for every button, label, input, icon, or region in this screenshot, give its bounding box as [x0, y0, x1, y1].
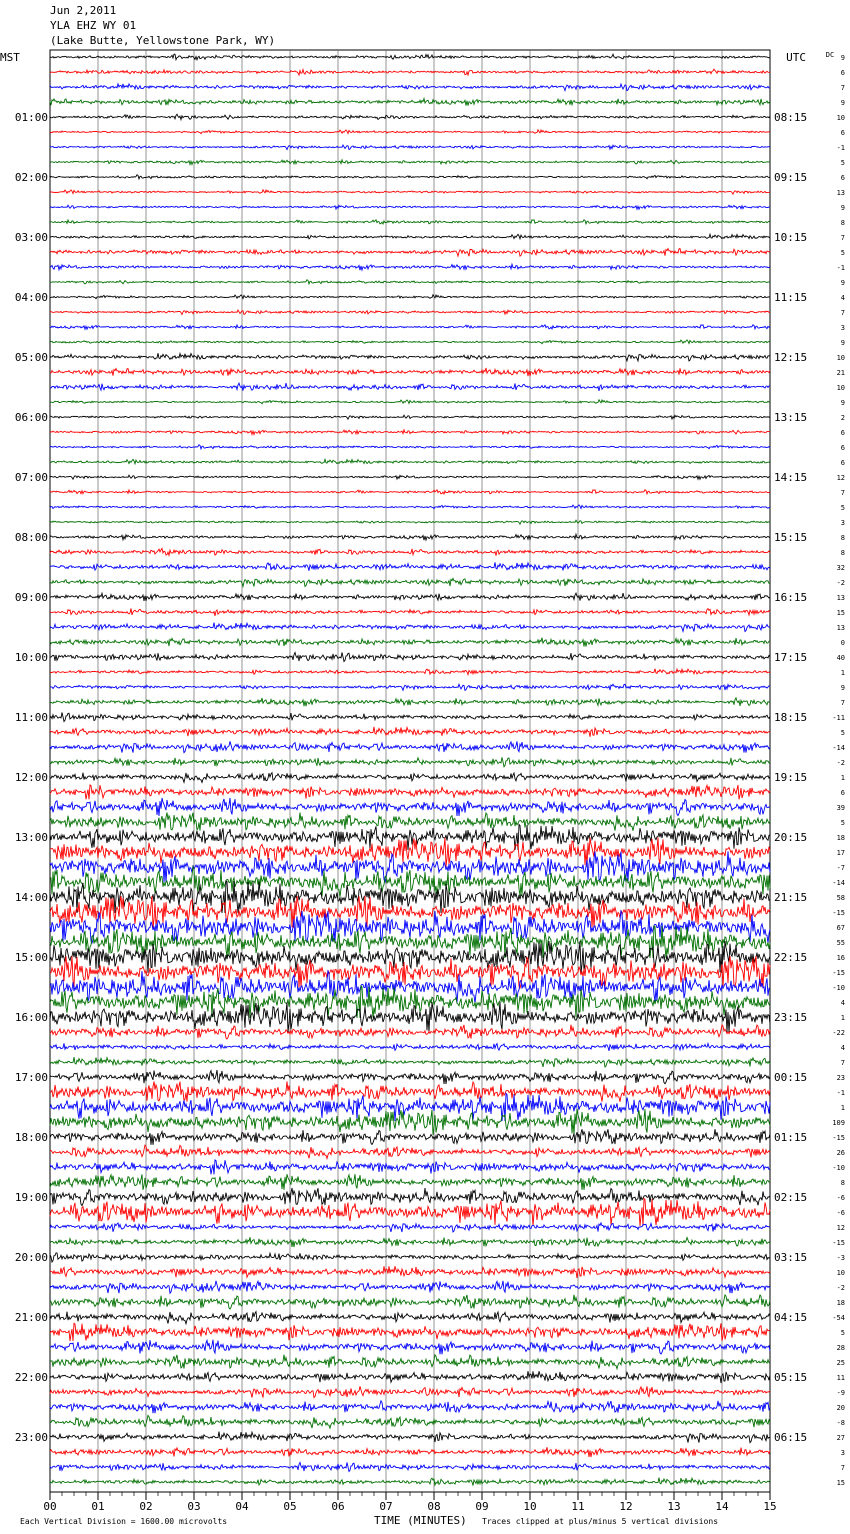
dc-offset-value: 9	[840, 684, 845, 692]
dc-offset-value: -1	[836, 144, 845, 152]
trace-row	[50, 548, 770, 555]
trace-row	[50, 638, 770, 647]
trace-row	[50, 1463, 770, 1472]
dc-offset-value: 13	[836, 594, 845, 602]
mst-hour-label: 05:00	[14, 351, 48, 364]
dc-offset-value: -10	[832, 1164, 845, 1172]
trace-row	[50, 1432, 770, 1443]
x-tick-label: 05	[283, 1500, 297, 1513]
dc-offset-value: 7	[840, 309, 845, 317]
trace-row	[50, 234, 770, 239]
dc-offset-value: 12	[836, 1224, 845, 1232]
x-tick-label: 01	[91, 1500, 105, 1513]
dc-offset-value: 4	[840, 999, 845, 1007]
dc-offset-value: 3	[840, 1449, 845, 1457]
trace-row	[50, 190, 770, 194]
utc-hour-label: 15:15	[774, 531, 808, 544]
dc-offset-value: 10	[836, 114, 845, 122]
dc-offset-value: 1	[840, 774, 845, 782]
dc-offset-value: 11	[836, 1374, 845, 1382]
utc-hour-label: 17:15	[774, 651, 808, 664]
dc-offset-value: 10	[836, 1269, 845, 1277]
utc-hour-label: 08:15	[774, 111, 808, 124]
dc-offset-value: 8	[840, 534, 845, 542]
dc-offset-value: 6	[840, 444, 845, 452]
trace-row	[50, 1237, 770, 1247]
trace-row	[50, 593, 770, 601]
dc-offset-value: 7	[840, 84, 845, 92]
trace-row	[50, 99, 770, 106]
x-tick-label: 04	[235, 1500, 249, 1513]
dc-offset-value: 10	[836, 384, 845, 392]
dc-offset-value: 6	[840, 174, 845, 182]
trace-row	[50, 773, 770, 783]
utc-hour-label: 16:15	[774, 591, 808, 604]
trace-row	[50, 400, 770, 404]
dc-offset-value: 28	[836, 1344, 845, 1352]
trace-row	[50, 986, 770, 1018]
trace-row	[50, 1386, 770, 1397]
dc-offset-value: 1	[840, 1104, 845, 1112]
trace-row	[50, 1340, 770, 1355]
trace-row	[50, 54, 770, 60]
mst-hour-label: 20:00	[14, 1251, 48, 1264]
dc-offset-value: -15	[832, 969, 845, 977]
trace-row	[50, 1057, 770, 1067]
trace-row	[50, 1371, 770, 1383]
dc-offset-value: -6	[836, 1194, 845, 1202]
x-tick-label: 08	[427, 1500, 441, 1513]
dc-offset-value: 58	[836, 894, 845, 902]
mst-hour-label: 07:00	[14, 471, 48, 484]
mst-hour-label: 15:00	[14, 951, 48, 964]
utc-hour-label: 01:15	[774, 1131, 808, 1144]
dc-offset-value: 9	[840, 204, 845, 212]
dc-offset-value: -2	[836, 579, 845, 587]
dc-offset-value: 7	[840, 489, 845, 497]
dc-offset-value: 4	[840, 1044, 845, 1052]
trace-row	[50, 145, 770, 150]
x-tick-label: 12	[619, 1500, 633, 1513]
mst-hour-label: 01:00	[14, 111, 48, 124]
trace-row	[50, 1478, 770, 1486]
dc-offset-value: -15	[832, 1134, 845, 1142]
seismic-traces	[50, 54, 770, 1485]
dc-offset-value: -22	[832, 1029, 845, 1037]
dc-offset-value: 9	[840, 339, 845, 347]
right-axis-label: UTC	[786, 51, 806, 64]
utc-hour-label: 02:15	[774, 1191, 808, 1204]
dc-offset-value: 6	[840, 789, 845, 797]
x-tick-label: 07	[379, 1500, 393, 1513]
trace-row	[50, 1070, 770, 1084]
dc-offset-value: -9	[836, 1389, 845, 1397]
utc-hour-label: 00:15	[774, 1071, 808, 1084]
trace-row	[50, 837, 770, 866]
trace-row	[50, 623, 770, 632]
trace-row	[50, 175, 770, 179]
trace-row	[50, 1145, 770, 1158]
trace-row	[50, 1129, 770, 1145]
dc-offset-value: -54	[832, 1314, 845, 1322]
trace-row	[50, 1223, 770, 1232]
utc-hour-label: 03:15	[774, 1251, 808, 1264]
dc-offset-value: 5	[840, 159, 845, 167]
trace-row	[50, 1401, 770, 1413]
dc-offset-value: 5	[840, 729, 845, 737]
x-tick-label: 13	[667, 1500, 681, 1513]
dc-offset-value: 1	[840, 669, 845, 677]
dc-offset-value: 20	[836, 1404, 845, 1412]
trace-row	[50, 325, 770, 329]
utc-hour-label: 05:15	[774, 1371, 808, 1384]
trace-row	[50, 1295, 770, 1309]
dc-offset-value: -1	[836, 1089, 845, 1097]
trace-row	[50, 295, 770, 299]
mst-hour-label: 09:00	[14, 591, 48, 604]
dc-offset-value: 1	[840, 1014, 845, 1022]
dc-offset-value: 39	[836, 804, 845, 812]
dc-offset-value: 9	[840, 54, 845, 62]
dc-offset-value: 32	[836, 564, 845, 572]
trace-row	[50, 505, 770, 509]
trace-row	[50, 310, 770, 315]
trace-row	[50, 1043, 770, 1051]
trace-row	[50, 264, 770, 270]
trace-row	[50, 114, 770, 119]
utc-hour-label: 21:15	[774, 891, 808, 904]
dc-offset-value: 23	[836, 1074, 845, 1082]
dc-offset-value: 7	[840, 1464, 845, 1472]
trace-row	[50, 84, 770, 91]
dc-offset-value: 16	[836, 954, 845, 962]
dc-offset-value: 7	[840, 234, 845, 242]
trace-row	[50, 1174, 770, 1190]
trace-row	[50, 578, 770, 586]
dc-offset-value: -1	[836, 264, 845, 272]
utc-hour-label: 06:15	[774, 1431, 808, 1444]
mst-hour-label: 11:00	[14, 711, 48, 724]
dc-offset-value: -14	[832, 879, 845, 887]
dc-offset-value: 18	[836, 1299, 845, 1307]
dc-offset-value: 55	[836, 939, 845, 947]
utc-hour-label: 12:15	[774, 351, 808, 364]
trace-row	[50, 368, 770, 376]
dc-offset-value: -2	[836, 1284, 845, 1292]
dc-offset-value: 2	[840, 414, 845, 422]
dc-offset-value: 27	[836, 1434, 845, 1442]
trace-row	[50, 1312, 770, 1324]
dc-offset-value: 7	[840, 1059, 845, 1067]
dc-offset-value: -14	[832, 744, 845, 752]
dc-offset-value: 13	[836, 624, 845, 632]
trace-row	[50, 220, 770, 224]
mst-hour-label: 18:00	[14, 1131, 48, 1144]
dc-offset-value: 6	[840, 69, 845, 77]
trace-row	[50, 562, 770, 570]
dc-offset-value: 8	[840, 219, 845, 227]
trace-row	[50, 445, 770, 449]
mst-hour-label: 13:00	[14, 831, 48, 844]
x-tick-label: 10	[523, 1500, 537, 1513]
utc-hour-label: 13:15	[774, 411, 808, 424]
dc-offset-value: 9	[840, 99, 845, 107]
dc-offset-value: -15	[832, 909, 845, 917]
x-tick-label: 06	[331, 1500, 345, 1513]
dc-offset-value: 15	[836, 609, 845, 617]
dc-offset-value: 4	[840, 294, 845, 302]
mst-hour-label: 02:00	[14, 171, 48, 184]
trace-row	[50, 1281, 770, 1293]
trace-row	[50, 757, 770, 767]
dc-offset-value: 7	[840, 699, 845, 707]
dc-offset-value: 15	[836, 1479, 845, 1487]
dc-offset-value: -11	[832, 714, 845, 722]
trace-row	[50, 713, 770, 722]
dc-offset-value: -2	[836, 759, 845, 767]
trace-row	[50, 69, 770, 75]
mst-hour-label: 04:00	[14, 291, 48, 304]
trace-row	[50, 130, 770, 134]
trace-row	[50, 1355, 770, 1369]
trace-row	[50, 353, 770, 361]
dc-offset-value: 17	[836, 849, 845, 857]
trace-row	[50, 383, 770, 391]
mst-hour-label: 19:00	[14, 1191, 48, 1204]
dc-offset-value: 6	[840, 129, 845, 137]
trace-row	[50, 475, 770, 479]
dc-offset-value: 5	[840, 1329, 845, 1337]
trace-row	[50, 684, 770, 690]
x-tick-label: 11	[571, 1500, 585, 1513]
trace-row	[50, 205, 770, 209]
trace-row	[50, 785, 770, 799]
trace-row	[50, 490, 770, 494]
x-tick-label: 15	[763, 1500, 777, 1513]
utc-hour-label: 19:15	[774, 771, 808, 784]
dc-offset-value: -10	[832, 984, 845, 992]
mst-hour-label: 17:00	[14, 1071, 48, 1084]
chart-date: Jun 2,2011	[50, 4, 117, 17]
trace-row	[50, 1188, 770, 1206]
station-code: YLA EHZ WY 01	[50, 19, 137, 32]
x-tick-label: 09	[475, 1500, 489, 1513]
mst-hour-label: 08:00	[14, 531, 48, 544]
mst-hour-label: 06:00	[14, 411, 48, 424]
dc-offset-value: 67	[836, 924, 845, 932]
trace-row	[50, 249, 770, 257]
dc-offset-value: -15	[832, 1239, 845, 1247]
x-tick-label: 14	[715, 1500, 729, 1513]
dc-offset-value: 26	[836, 1149, 845, 1157]
utc-hour-label: 11:15	[774, 291, 808, 304]
trace-row	[50, 534, 770, 540]
trace-row	[50, 280, 770, 284]
trace-row	[50, 1081, 770, 1101]
trace-row	[50, 727, 770, 737]
trace-row	[50, 1160, 770, 1174]
left-axis-label: MST	[0, 51, 20, 64]
dc-offset-value: 0	[840, 639, 845, 647]
trace-row	[50, 609, 770, 616]
dc-offset-value: 5	[840, 249, 845, 257]
footer-clip-note: Traces clipped at plus/minus 5 vertical divisions	[482, 1517, 719, 1526]
trace-row	[50, 520, 770, 524]
dc-offset-value: -6	[836, 1209, 845, 1217]
dc-offset-value: 109	[832, 1119, 845, 1127]
trace-row	[50, 1266, 770, 1278]
footer-scale-note: Each Vertical Division = 1600.00 microvolts	[20, 1517, 228, 1526]
trace-row	[50, 340, 770, 344]
x-tick-label: 02	[139, 1500, 153, 1513]
mst-hour-label: 16:00	[14, 1011, 48, 1024]
trace-row	[50, 160, 770, 165]
utc-hour-label: 14:15	[774, 471, 808, 484]
trace-row	[50, 1025, 770, 1039]
trace-row	[50, 1447, 770, 1457]
trace-row	[50, 1253, 770, 1262]
trace-row	[50, 669, 770, 675]
trace-row	[50, 941, 770, 973]
x-tick-label: 00	[43, 1500, 57, 1513]
dc-offset-value: -7	[836, 864, 845, 872]
trace-row	[50, 653, 770, 662]
trace-row	[50, 926, 770, 958]
dc-offset-value: 9	[840, 279, 845, 287]
mst-hour-label: 03:00	[14, 231, 48, 244]
utc-hour-label: 18:15	[774, 711, 808, 724]
dc-label: DC	[825, 51, 835, 59]
dc-offset-value: 3	[840, 324, 845, 332]
trace-row	[50, 430, 770, 435]
dc-offset-value: 25	[836, 1359, 845, 1367]
dc-offset-value: -3	[836, 1254, 845, 1262]
dc-offset-value: 6	[840, 459, 845, 467]
dc-offset-value: 9	[840, 399, 845, 407]
dc-offset-value: 3	[840, 519, 845, 527]
utc-hour-label: 09:15	[774, 171, 808, 184]
dc-offset-value: 5	[840, 819, 845, 827]
utc-hour-label: 04:15	[774, 1311, 808, 1324]
trace-row	[50, 1323, 770, 1341]
dc-offset-value: 8	[840, 1179, 845, 1187]
dc-offset-value: -8	[836, 1419, 845, 1427]
mst-hour-label: 22:00	[14, 1371, 48, 1384]
utc-hour-label: 22:15	[774, 951, 808, 964]
trace-row	[50, 741, 770, 752]
trace-row	[50, 415, 770, 419]
trace-row	[50, 698, 770, 706]
dc-offset-value: 21	[836, 369, 845, 377]
mst-hour-label: 12:00	[14, 771, 48, 784]
station-location: (Lake Butte, Yellowstone Park, WY)	[50, 34, 276, 47]
trace-row	[50, 1415, 770, 1428]
mst-hour-label: 10:00	[14, 651, 48, 664]
x-axis-label: TIME (MINUTES)	[374, 1514, 467, 1527]
dc-offset-value: 5	[840, 504, 845, 512]
dc-offset-value: 10	[836, 354, 845, 362]
utc-hour-label: 10:15	[774, 231, 808, 244]
trace-row	[50, 459, 770, 464]
dc-offset-value: 8	[840, 549, 845, 557]
trace-row	[50, 1109, 770, 1135]
dc-offset-value: 6	[840, 429, 845, 437]
trace-row	[50, 798, 770, 816]
mst-hour-label: 23:00	[14, 1431, 48, 1444]
utc-hour-label: 20:15	[774, 831, 808, 844]
dc-offset-value: 12	[836, 474, 845, 482]
trace-row	[50, 813, 770, 831]
dc-offset-value: 13	[836, 189, 845, 197]
dc-offset-value: 40	[836, 654, 845, 662]
utc-hour-label: 23:15	[774, 1011, 808, 1024]
x-tick-label: 03	[187, 1500, 201, 1513]
dc-offset-value: 18	[836, 834, 845, 842]
mst-hour-label: 21:00	[14, 1311, 48, 1324]
mst-hour-label: 14:00	[14, 891, 48, 904]
